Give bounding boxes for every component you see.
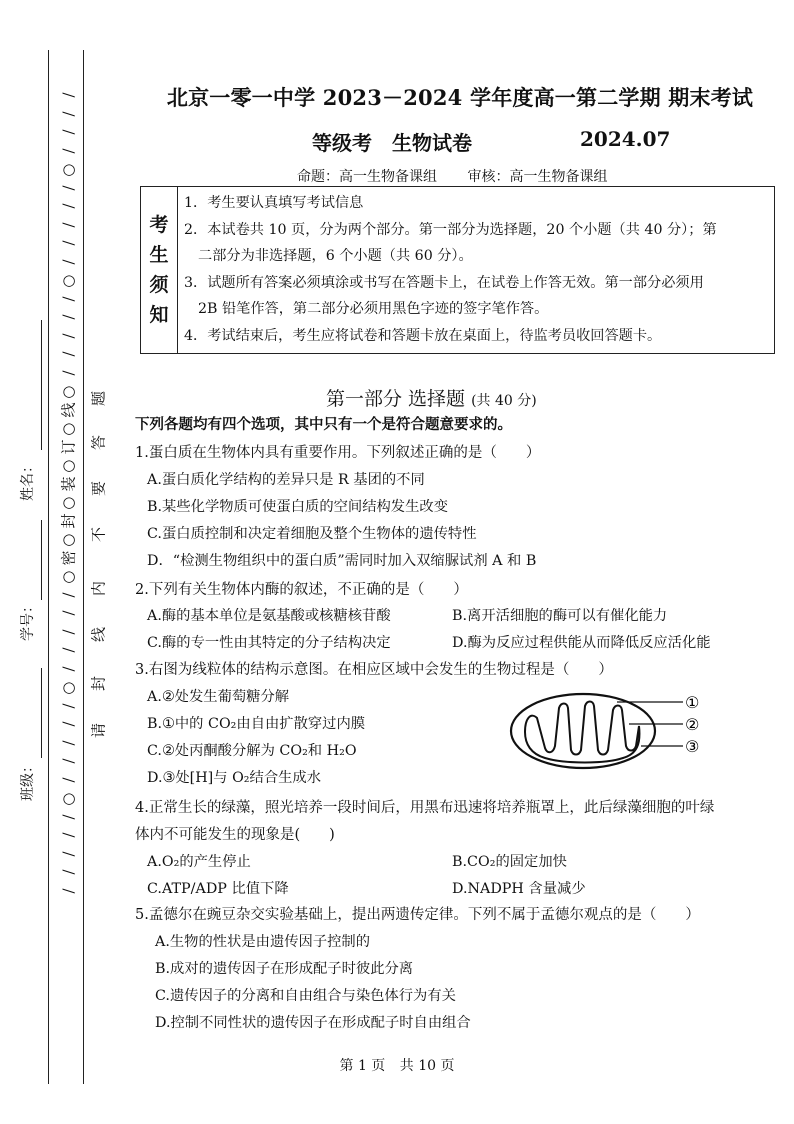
notice-body <box>178 187 774 353</box>
label-1: ① <box>685 693 700 712</box>
setter: 命题：高一生物备课组 <box>297 169 437 185</box>
seal-circle: ○ <box>62 530 76 548</box>
seal-slash: / <box>60 721 78 727</box>
notice-line: 1．考生要认真填写考试信息 <box>184 195 364 211</box>
part1-score: (共 40 分) <box>471 393 537 409</box>
student-id-label: 学号： <box>20 599 36 641</box>
seal-circle: ○ <box>62 419 76 437</box>
notice-line: 二部分为非选择题，6 个小题（共 60 分）。 <box>198 248 473 265</box>
binding-line-left <box>48 50 49 1084</box>
question-4-option-c[interactable]: C.ATP/ADP 比值下降 <box>147 881 289 897</box>
question-2-option-a[interactable]: A.酶的基本单位是氨基酸或核糖核苷酸 <box>147 608 391 624</box>
warning-char: 请 <box>89 723 108 739</box>
exam-setters <box>297 166 633 186</box>
notice-heading-char: 须 <box>149 274 169 296</box>
student-id-field[interactable] <box>41 520 42 600</box>
seal-slash: / <box>60 665 78 672</box>
seal-char: 密 <box>59 549 78 566</box>
seal-slash: / <box>60 776 78 783</box>
notice-line: 2B 铅笔作答，第二部分必须用黑色字迹的签字笔作答。 <box>198 301 549 318</box>
seal-slash: / <box>60 351 78 357</box>
seal-slash: / <box>60 110 78 117</box>
warning-char: 答 <box>89 435 108 451</box>
reviewer: 审核：高一生物备课组 <box>467 169 608 185</box>
question-5-option-d[interactable]: D.控制不同性状的遗传因子在形成配子时自由组合 <box>155 1015 471 1031</box>
seal-slash: / <box>60 92 78 98</box>
notice-line: 3．试题所有答案必须填涂或书写在答题卡上，在试卷上作答无效。第一部分必须用 <box>184 274 704 291</box>
question-4-stem-line1: 4.正常生长的绿藻，照光培养一段时间后，用黑布迅速将培养瓶罩上，此后绿藻细胞的叶绿 <box>135 800 715 816</box>
part1-title <box>326 384 537 411</box>
seal-circle: ○ <box>62 382 76 400</box>
question-5-option-a[interactable]: A.生物的性状是由遗传因子控制的 <box>155 934 371 950</box>
seal-slash: / <box>60 295 78 302</box>
question-5-stem: 5.孟德尔在豌豆杂交实验基础上，提出两遗传定律。下列不属于孟德尔观点的是（ ） <box>135 907 700 923</box>
question-1-stem: 1.蛋白质在生物体内具有重要作用。下列叙述正确的是（ ） <box>135 445 541 461</box>
warning-char: 内 <box>89 581 108 597</box>
seal-slash: / <box>60 332 78 339</box>
seal-circle: ○ <box>62 160 76 178</box>
seal-char: 线 <box>59 401 78 418</box>
seal-circle: ○ <box>62 271 76 289</box>
seal-slash: / <box>60 314 78 320</box>
seal-circle: ○ <box>62 567 76 585</box>
seal-char: 装 <box>59 475 78 492</box>
seal-circle: ○ <box>62 493 76 511</box>
page-number: 第 1 页 <box>339 1058 386 1074</box>
question-2-option-d[interactable]: D.酶为反应过程供能从而降低反应活化能 <box>452 635 711 651</box>
seal-slash: / <box>60 647 78 653</box>
warning-char: 不 <box>89 527 108 543</box>
seal-slash: / <box>60 591 78 598</box>
page-total: 共 10 页 <box>399 1058 455 1074</box>
question-3-option-a[interactable]: A.②处发生葡萄糖分解 <box>147 689 290 705</box>
question-5-option-b[interactable]: B.成对的遗传因子在形成配子时彼此分离 <box>155 961 414 977</box>
question-5-option-c[interactable]: C.遗传因子的分离和自由组合与染色体行为有关 <box>155 988 456 1004</box>
part1-instruction: 下列各题均有四个选项，其中只有一个是符合题意要求的。 <box>135 416 512 433</box>
notice-heading-char: 考 <box>149 214 169 236</box>
exam-date: 2024.07 <box>580 127 671 151</box>
seal-slash: / <box>60 739 78 746</box>
question-4-stem-line2: 体内不可能发生的现象是( ) <box>135 827 335 843</box>
seal-slash: / <box>60 184 78 191</box>
question-2-option-c[interactable]: C.酶的专一性由其特定的分子结构决定 <box>147 635 391 651</box>
seal-slash: / <box>60 221 78 228</box>
question-3-option-c[interactable]: C.②处丙酮酸分解为 CO₂和 H₂O <box>147 743 357 759</box>
page-footer <box>0 1055 794 1075</box>
seal-circle: ○ <box>62 456 76 474</box>
seal-circle: ○ <box>62 789 76 807</box>
warning-char: 封 <box>89 676 108 692</box>
seal-slash: / <box>60 887 78 894</box>
exam-subtitle: 等级考 生物试卷 <box>312 131 472 155</box>
notice-line: 2．本试卷共 10 页，分为两个部分。第一部分为选择题，20 个小题（共 40 分）；第 <box>184 221 717 238</box>
binding-line-right <box>83 50 84 1084</box>
question-1-option-d[interactable]: D．“检测生物组织中的蛋白质”需同时加入双缩脲试剂 A 和 B <box>147 553 537 569</box>
class-label: 班级： <box>20 759 36 801</box>
question-1-option-c[interactable]: C.蛋白质控制和决定着细胞及整个生物体的遗传特性 <box>147 526 477 542</box>
seal-slash: / <box>60 258 78 265</box>
warning-char: 要 <box>89 481 108 497</box>
seal-slash: / <box>60 832 78 838</box>
seal-char: 订 <box>59 438 78 455</box>
seal-slash: / <box>60 758 78 764</box>
name-field[interactable] <box>41 320 42 450</box>
question-2-option-b[interactable]: B.离开活细胞的酶可以有催化能力 <box>452 608 668 624</box>
seal-circle: ○ <box>62 678 76 696</box>
exam-title: 北京一零一中学 2023－2024 学年度高一第二学期 期末考试 <box>166 85 754 110</box>
label-3: ③ <box>685 737 700 756</box>
name-label: 姓名： <box>20 459 36 501</box>
question-2-stem: 2.下列有关生物体内酶的叙述，不正确的是（ ） <box>135 582 468 598</box>
seal-slash: / <box>60 702 78 709</box>
notice-heading-char: 知 <box>149 304 169 326</box>
seal-slash: / <box>60 869 78 875</box>
seal-slash: / <box>60 203 78 209</box>
seal-slash: / <box>60 850 78 857</box>
question-1-option-b[interactable]: B.某些化学物质可使蛋白质的空间结构发生改变 <box>147 499 448 515</box>
question-4-option-a[interactable]: A.O₂的产生停止 <box>147 854 251 870</box>
question-3-stem: 3.右图为线粒体的结构示意图。在相应区域中会发生的生物过程是（ ） <box>135 662 613 678</box>
mitochondrion-diagram <box>505 688 720 776</box>
question-4-option-b[interactable]: B.CO₂的固定加快 <box>452 854 567 870</box>
question-1-option-a[interactable]: A.蛋白质化学结构的差异只是 R 基团的不同 <box>147 472 425 488</box>
warning-char: 线 <box>89 627 108 643</box>
question-3-option-d[interactable]: D.③处[H]与 O₂结合生成水 <box>147 770 322 786</box>
seal-line-column <box>58 88 80 898</box>
seal-slash: / <box>60 147 78 154</box>
label-2: ② <box>685 715 700 734</box>
question-4-option-d[interactable]: D.NADPH 含量减少 <box>452 881 586 897</box>
notice-line: 4．考试结束后，考生应将试卷和答题卡放在桌面上，待监考员收回答题卡。 <box>184 327 662 344</box>
seal-slash: / <box>60 129 78 135</box>
seal-slash: / <box>60 369 78 376</box>
class-field[interactable] <box>41 668 42 758</box>
warning-char: 题 <box>89 391 108 407</box>
seal-char: 封 <box>59 512 78 529</box>
part1-heading: 第一部分 选择题 <box>326 388 466 410</box>
question-3-option-b[interactable]: B.①中的 CO₂由自由扩散穿过内膜 <box>147 716 366 732</box>
seal-slash: / <box>60 240 78 246</box>
candidate-notice <box>140 186 775 354</box>
notice-heading <box>141 187 178 353</box>
notice-heading-char: 生 <box>149 244 169 266</box>
seal-slash: / <box>60 813 78 820</box>
seal-slash: / <box>60 628 78 635</box>
seal-slash: / <box>60 610 78 616</box>
inner-membrane-cristae <box>525 702 639 763</box>
